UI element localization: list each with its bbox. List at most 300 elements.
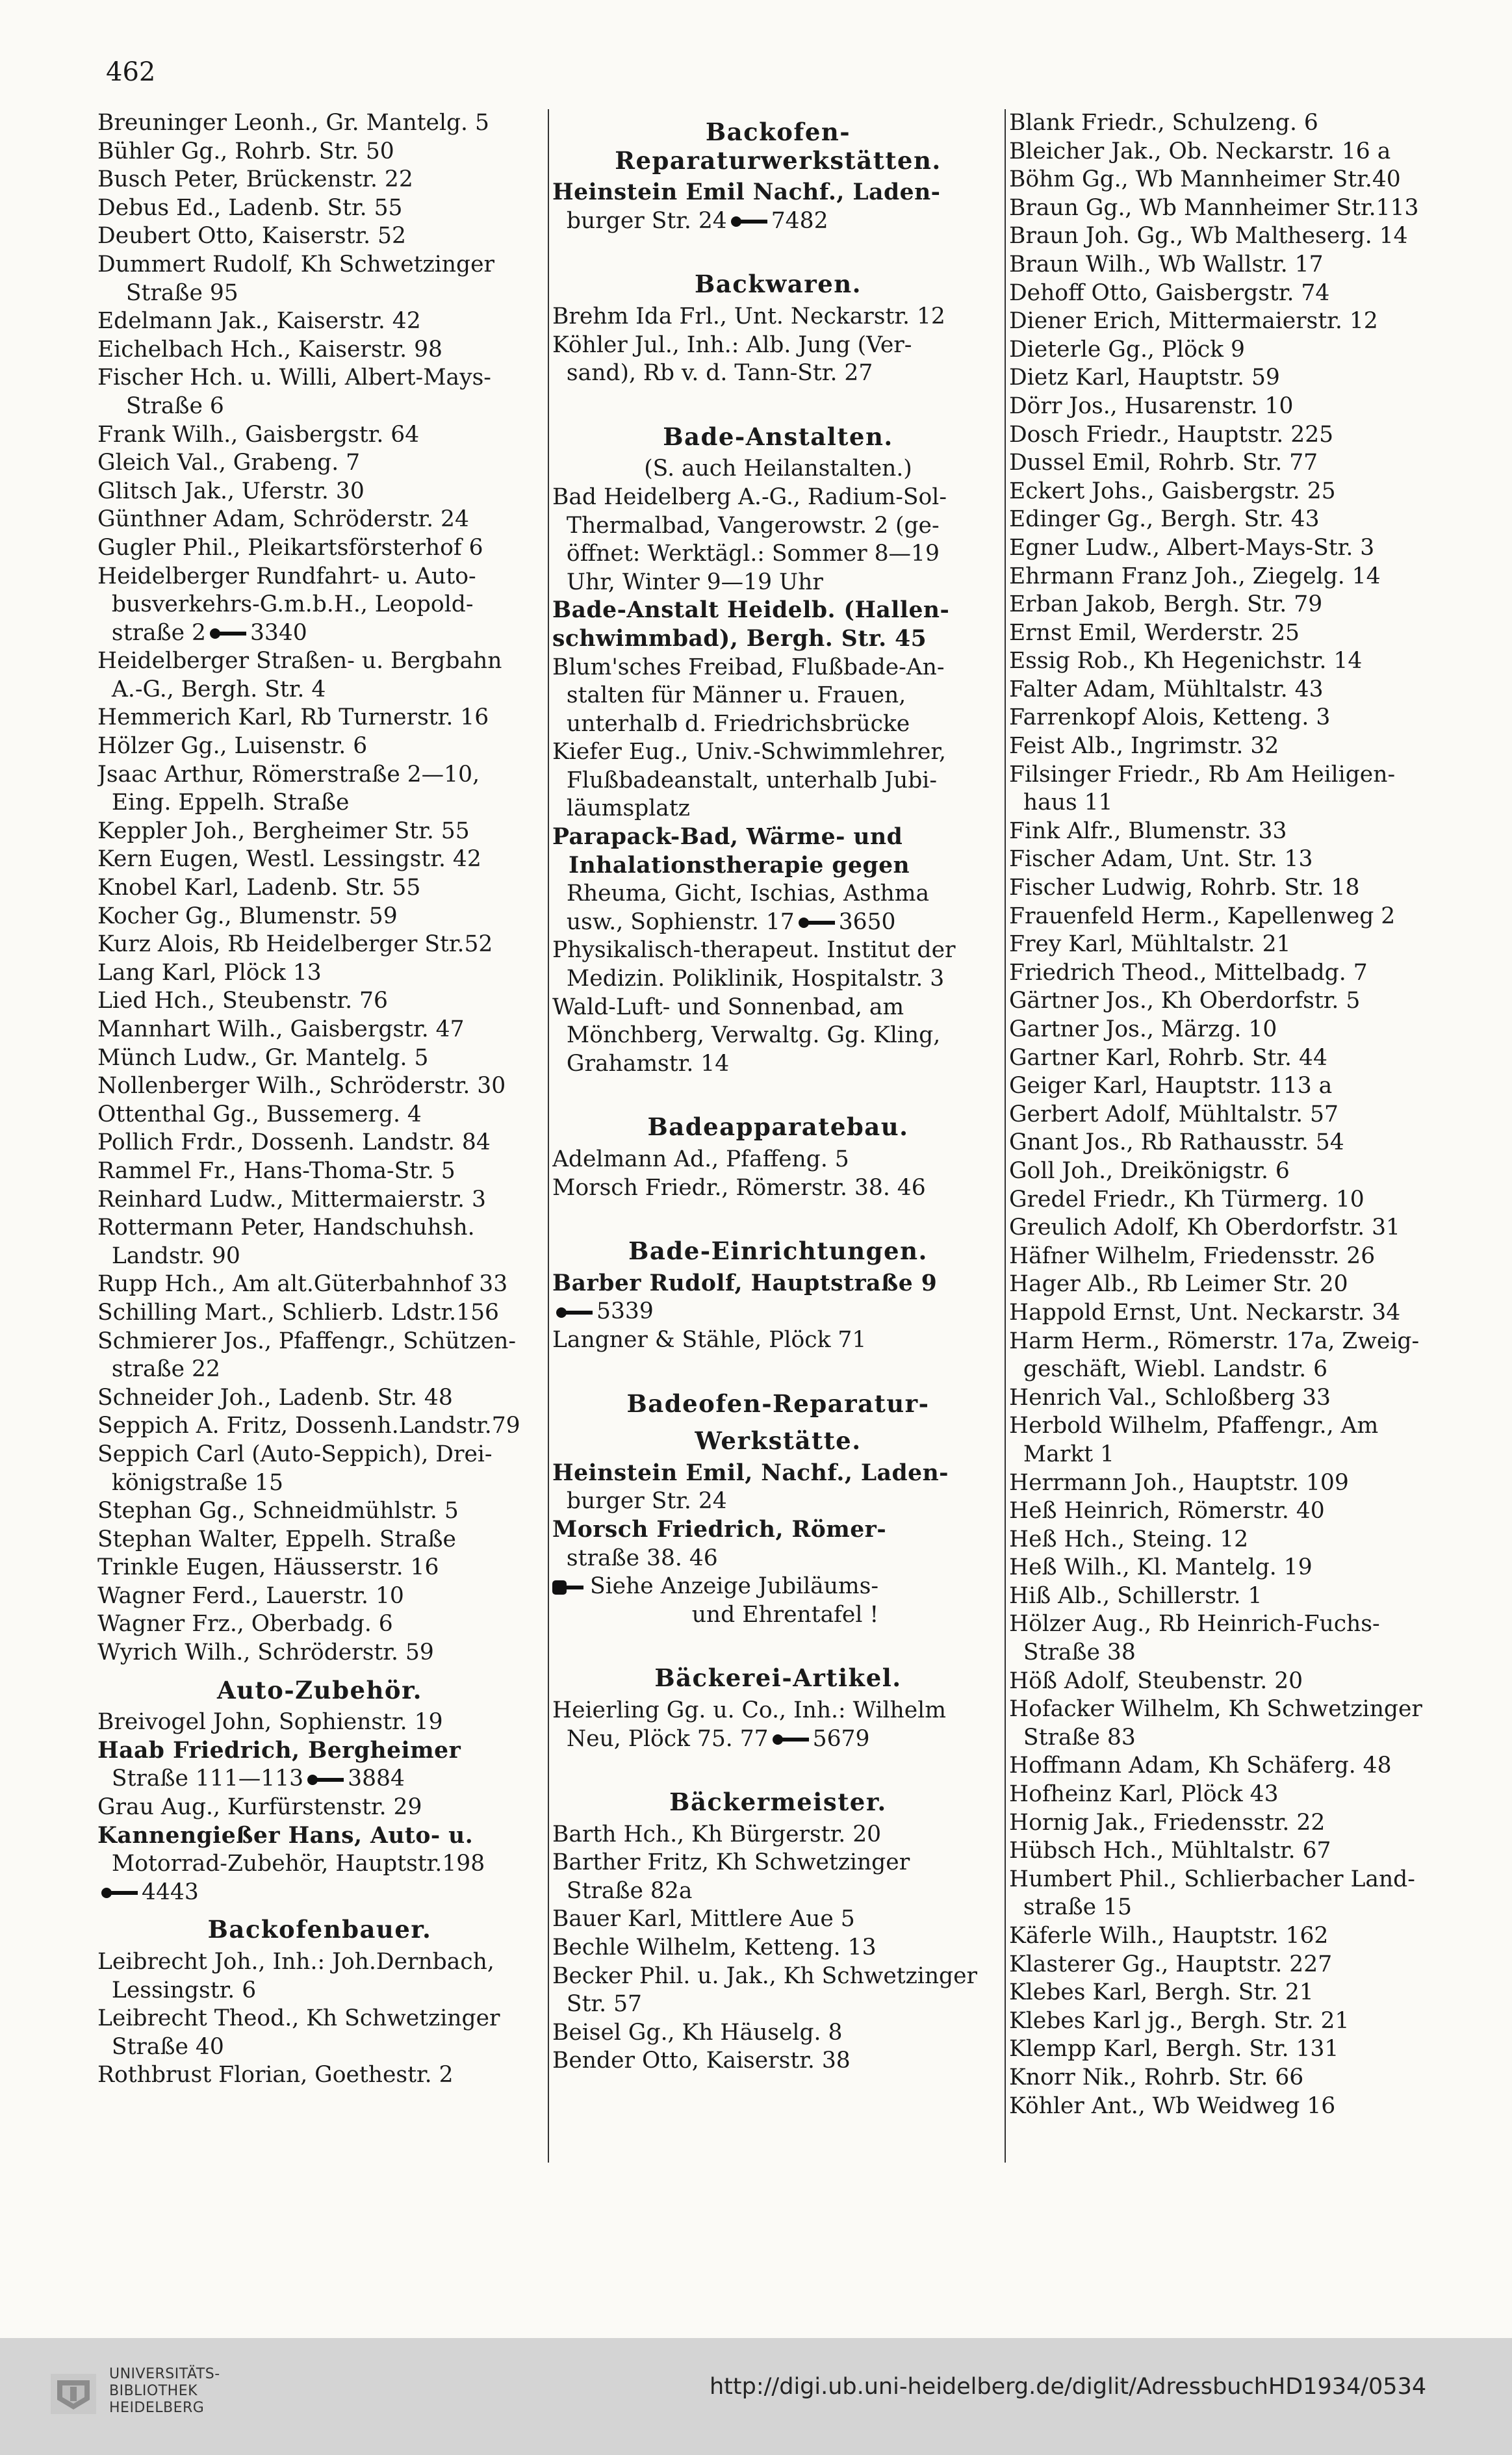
listing-entry <box>97 1948 542 1977</box>
section-heading <box>97 1916 542 1944</box>
listing-entry <box>552 207 1004 236</box>
listing-entry-bold <box>552 1516 1004 1545</box>
entry-text: Gartner Jos., Märzg. 10 <box>1009 1016 1277 1042</box>
listing-entry <box>97 1072 542 1101</box>
entry-text: schwimmbad), Bergh. Str. 45 <box>552 625 927 652</box>
entry-text: Herbold Wilhelm, Pfaffengr., Am <box>1009 1413 1379 1439</box>
listing-entry <box>1009 307 1451 336</box>
entry-text: Str. 57 <box>552 1991 642 2018</box>
entry-text: Hölzer Aug., Rb Heinrich-Fuchs- <box>1009 1611 1380 1638</box>
entry-text: Fischer Hch. u. Willi, Albert-Mays- <box>97 365 491 391</box>
entry-text: Flußbadeanstalt, unterhalb Jubi- <box>552 767 937 793</box>
listing-entry <box>97 1356 542 1384</box>
entry-text: Klebes Karl, Bergh. Str. 21 <box>1009 1979 1314 2006</box>
entry-text: Gartner Karl, Rohrb. Str. 44 <box>1009 1044 1327 1071</box>
library-name-line: HEIDELBERG <box>109 2400 205 2416</box>
entry-text: Edelmann Jak., Kaiserstr. 42 <box>97 308 421 335</box>
entry-text: Humbert Phil., Schlierbacher Land- <box>1009 1866 1415 1892</box>
entry-text: Morsch Friedr., Römerstr. 38. 46 <box>552 1174 926 1201</box>
entry-text: Hübsch Hch., Mühltalstr. 67 <box>1009 1838 1331 1864</box>
listing-entry <box>1009 1582 1451 1611</box>
entry-text: Goll Joh., Dreikönigstr. 6 <box>1009 1157 1290 1184</box>
listing-entry <box>552 1821 1004 1849</box>
section-heading <box>552 1664 1004 1693</box>
listing-entry <box>1009 1837 1451 1866</box>
source-url-link[interactable]: http://digi.ub.uni-heidelberg.de/diglit/AdressbuchHD1934/0534 <box>710 2374 1427 2400</box>
listing-entry <box>1009 1186 1451 1215</box>
listing-entry <box>97 817 542 846</box>
phone-number: 7482 <box>771 207 828 234</box>
listing-entry <box>1009 421 1451 450</box>
entry-text: Siehe Anzeige Jubiläums- <box>590 1573 878 1600</box>
entry-text: Bäckerei-Artikel. <box>654 1664 902 1693</box>
entry-text: Gerbert Adolf, Mühltalstr. 57 <box>1009 1101 1339 1127</box>
entry-text: königstraße 15 <box>97 1469 283 1496</box>
entry-text: sand), Rb v. d. Tann-Str. 27 <box>552 360 873 387</box>
listing-entry <box>1009 1667 1451 1696</box>
listing-entry <box>552 1022 1004 1050</box>
listing-entry <box>1009 987 1451 1016</box>
entry-text: Backwaren. <box>694 270 862 299</box>
listing-entry <box>97 336 542 365</box>
listing-entry <box>97 1129 542 1157</box>
entry-text: Grau Aug., Kurfürstenstr. 29 <box>97 1794 422 1821</box>
entry-text: Neu, Plöck 75. 77 <box>552 1725 769 1752</box>
listing-entry <box>97 1708 542 1737</box>
listing-entry <box>1009 1554 1451 1582</box>
telephone-icon <box>556 1306 593 1319</box>
listing-entry <box>97 138 542 166</box>
entry-text: Thermalbad, Vangerowstr. 2 (ge- <box>552 512 940 539</box>
entry-text: Ernst Emil, Werderstr. 25 <box>1009 619 1300 646</box>
entry-text: Badeofen-Reparatur- <box>626 1389 930 1418</box>
listing-entry-bold <box>552 625 1004 654</box>
listing-entry <box>1009 1497 1451 1526</box>
listing-entry <box>1009 392 1451 421</box>
listing-entry <box>97 1044 542 1073</box>
listing-entry <box>1009 789 1451 817</box>
listing-entry <box>1009 959 1451 988</box>
entry-text: und Ehrentafel ! <box>677 1601 879 1628</box>
entry-text: Hemmerich Karl, Rb Turnerstr. 16 <box>97 704 489 731</box>
entry-text: Mannhart Wilh., Gaisbergstr. 47 <box>97 1016 465 1042</box>
listing-entry-bold <box>552 179 1004 207</box>
entry-text: Happold Ernst, Unt. Neckarstr. 34 <box>1009 1299 1401 1326</box>
entry-text: burger Str. 24 <box>552 207 727 234</box>
entry-text: Badeapparatebau. <box>647 1112 909 1142</box>
entry-text: Frauenfeld Herm., Kapellenweg 2 <box>1009 903 1396 929</box>
listing-entry <box>1009 449 1451 478</box>
phone-number: 5339 <box>596 1298 654 1325</box>
entry-text: Deubert Otto, Kaiserstr. 52 <box>97 223 406 250</box>
entry-text: Kurz Alois, Rb Heidelberger Str.52 <box>97 931 493 958</box>
listing-entry <box>552 1573 1004 1601</box>
entry-text: Grahamstr. 14 <box>552 1050 730 1077</box>
listing-entry <box>1009 1072 1451 1101</box>
entry-text: Seppich Carl (Auto-Seppich), Drei- <box>97 1441 493 1467</box>
entry-text: Wyrich Wilh., Schröderstr. 59 <box>97 1639 434 1666</box>
listing-entry <box>552 2047 1004 2076</box>
listing-entry <box>552 1877 1004 1906</box>
listing-entry <box>1009 251 1451 279</box>
entry-text: Gugler Phil., Pleikartsförsterhof 6 <box>97 534 483 561</box>
listing-entry <box>1009 1412 1451 1441</box>
entry-text: Heß Heinrich, Römerstr. 40 <box>1009 1498 1325 1524</box>
listing-entry <box>97 1879 542 1907</box>
entry-text: Heierling Gg. u. Co., Inh.: Wilhelm <box>552 1697 946 1723</box>
entry-text: Lied Hch., Steubenstr. 76 <box>97 988 388 1014</box>
entry-text: Dosch Friedr., Hauptstr. 225 <box>1009 421 1334 448</box>
entry-text: Schneider Joh., Ladenb. Str. 48 <box>97 1384 453 1411</box>
section-heading <box>552 1390 1004 1419</box>
section-gap <box>552 1753 1004 1779</box>
telephone-icon <box>731 215 767 228</box>
university-library-logo-icon <box>51 2374 96 2414</box>
entry-text: Erban Jakob, Bergh. Str. 79 <box>1009 591 1323 618</box>
section-heading <box>552 1427 1004 1456</box>
listing-entry <box>552 1174 1004 1203</box>
entry-text: Heß Hch., Steing. 12 <box>1009 1526 1249 1552</box>
listing-entry <box>1009 109 1451 138</box>
listing-entry <box>97 1469 542 1498</box>
section-gap <box>552 1202 1004 1228</box>
entry-text: Gredel Friedr., Kh Türmerg. 10 <box>1009 1186 1365 1213</box>
listing-entry <box>1009 931 1451 959</box>
entry-text: Dörr Jos., Husarenstr. 10 <box>1009 392 1294 419</box>
entry-text: Bad Heidelberg A.-G., Radium-Sol- <box>552 483 947 510</box>
listing-entry <box>1009 194 1451 223</box>
entry-text: Lessingstr. 6 <box>97 1977 257 2003</box>
listing-entry <box>97 647 542 676</box>
listing-entry <box>1009 478 1451 506</box>
listing-entry <box>552 1697 1004 1725</box>
entry-text: Schilling Mart., Schlierb. Ldstr.156 <box>97 1299 499 1326</box>
listing-entry <box>552 1601 1004 1630</box>
listing-entry <box>1009 1724 1451 1753</box>
entry-text: Heinstein Emil Nachf., Laden- <box>552 179 941 206</box>
listing-entry <box>97 364 542 392</box>
entry-text: öffnet: Werktägl.: Sommer 8—19 <box>552 541 940 567</box>
listing-entry <box>552 1545 1004 1573</box>
entry-text: Frey Karl, Mühltalstr. 21 <box>1009 931 1291 958</box>
entry-text: Straße 83 <box>1009 1724 1136 1751</box>
section-gap <box>552 388 1004 414</box>
phone-number: 3884 <box>348 1766 405 1792</box>
entry-text: Straße 6 <box>97 392 224 419</box>
listing-entry <box>1009 647 1451 676</box>
entry-text: Falter Adam, Mühltalstr. 43 <box>1009 676 1324 702</box>
listing-entry <box>552 1298 1004 1326</box>
entry-text: Braun Wilh., Wb Wallstr. 17 <box>1009 251 1324 277</box>
entry-text: Landstr. 90 <box>97 1242 240 1269</box>
listing-entry <box>1009 2007 1451 2036</box>
entry-text: Debus Ed., Ladenb. Str. 55 <box>97 194 403 221</box>
listing-entry <box>1009 1441 1451 1469</box>
listing-entry <box>97 903 542 931</box>
entry-text: Günthner Adam, Schröderstr. 24 <box>97 506 469 533</box>
entry-text: geschäft, Wiebl. Landstr. 6 <box>1009 1356 1328 1383</box>
listing-entry <box>1009 1639 1451 1667</box>
entry-text: Dummert Rudolf, Kh Schwetzinger <box>97 251 494 277</box>
listing-entry <box>552 331 1004 360</box>
listing-entry <box>552 654 1004 682</box>
phone-number: 3650 <box>838 908 896 935</box>
listing-entry <box>1009 1951 1451 1979</box>
listing-entry <box>1009 1809 1451 1838</box>
directory-column-1 <box>97 109 542 2090</box>
entry-text: Hofacker Wilhelm, Kh Schwetzinger <box>1009 1696 1422 1723</box>
entry-text: Busch Peter, Brückenstr. 22 <box>97 166 413 193</box>
section-heading <box>552 270 1004 299</box>
entry-text: Breuninger Leonh., Gr. Mantelg. 5 <box>97 110 489 136</box>
entry-text: Kiefer Eug., Univ.-Schwimmlehrer, <box>552 739 947 765</box>
entry-text: Hager Alb., Rb Leimer Str. 20 <box>1009 1271 1348 1298</box>
listing-entry <box>97 931 542 959</box>
listing-entry <box>552 1326 1004 1355</box>
listing-entry <box>97 987 542 1016</box>
entry-text: Feist Alb., Ingrimstr. 32 <box>1009 733 1279 760</box>
listing-entry-bold <box>552 823 1004 852</box>
listing-entry <box>1009 1894 1451 1922</box>
listing-entry <box>97 194 542 223</box>
entry-text: Barther Fritz, Kh Schwetzinger <box>552 1849 910 1876</box>
listing-entry <box>552 1962 1004 1991</box>
listing-entry <box>552 682 1004 710</box>
entry-text: Ehrmann Franz Joh., Ziegelg. 14 <box>1009 563 1381 589</box>
entry-text: Backofen-Reparaturwerkstätten. <box>615 118 942 175</box>
telephone-icon <box>101 1886 138 1899</box>
listing-entry-bold <box>97 1822 542 1851</box>
entry-text: Farrenkopf Alois, Ketteng. 3 <box>1009 704 1331 731</box>
listing-entry-bold <box>97 1737 542 1766</box>
entry-text: Auto-Zubehör. <box>216 1675 423 1704</box>
listing-entry <box>552 1487 1004 1516</box>
entry-text: Pollich Frdr., Dossenh. Landstr. 84 <box>97 1129 491 1156</box>
entry-text: straße 2 <box>97 619 206 646</box>
entry-text: Köhler Ant., Wb Weidweg 16 <box>1009 2092 1336 2119</box>
entry-text: Dietz Karl, Hauptstr. 59 <box>1009 365 1280 391</box>
listing-entry <box>552 1050 1004 1079</box>
listing-entry <box>97 1610 542 1639</box>
telephone-icon <box>307 1773 344 1786</box>
section-heading <box>552 1113 1004 1142</box>
listing-entry <box>97 874 542 903</box>
entry-text: Braun Gg., Wb Mannheimer Str.113 <box>1009 194 1419 221</box>
listing-entry <box>552 512 1004 541</box>
entry-text: Rottermann Peter, Handschuhsh. <box>97 1215 475 1241</box>
listing-entry <box>97 1793 542 1822</box>
listing-entry <box>97 1384 542 1413</box>
entry-text: Bade-Anstalt Heidelb. (Hallen- <box>552 597 950 624</box>
listing-entry <box>1009 619 1451 648</box>
entry-text: Heß Wilh., Kl. Mantelg. 19 <box>1009 1554 1313 1581</box>
entry-text: Wald-Luft- und Sonnenbad, am <box>552 994 904 1020</box>
section-heading <box>552 118 1004 175</box>
entry-text: Häfner Wilhelm, Friedensstr. 26 <box>1009 1242 1376 1269</box>
listing-entry <box>97 2061 542 2090</box>
listing-entry <box>97 845 542 874</box>
telephone-icon <box>210 627 246 640</box>
listing-entry <box>552 1849 1004 1877</box>
entry-text: Eckert Johs., Gaisbergstr. 25 <box>1009 478 1336 504</box>
entry-text: Bauer Karl, Mittlere Aue 5 <box>552 1906 855 1933</box>
section-heading <box>97 1677 542 1705</box>
entry-text: Jsaac Arthur, Römerstraße 2—10, <box>97 761 480 788</box>
listing-entry <box>97 1526 542 1554</box>
section-heading <box>552 1788 1004 1817</box>
listing-entry <box>1009 2035 1451 2064</box>
entry-text: Straße 95 <box>97 279 238 306</box>
entry-text: Fischer Adam, Unt. Str. 13 <box>1009 846 1313 873</box>
listing-entry <box>97 1186 542 1215</box>
entry-text: haus 11 <box>1009 790 1113 816</box>
listing-entry <box>1009 591 1451 619</box>
entry-text: Gärtner Jos., Kh Oberdorfstr. 5 <box>1009 988 1361 1014</box>
entry-text: Morsch Friedrich, Römer- <box>552 1516 887 1543</box>
listing-entry <box>97 1850 542 1879</box>
entry-text: Rupp Hch., Am alt.Güterbahnhof 33 <box>97 1271 508 1298</box>
entry-text: Parapack-Bad, Wärme- und <box>552 824 903 851</box>
entry-text: A.-G., Bergh. Str. 4 <box>97 676 326 702</box>
entry-text: Brehm Ida Frl., Unt. Neckarstr. 12 <box>552 303 945 329</box>
directory-column-2 <box>552 109 1004 2076</box>
entry-text: Glitsch Jak., Uferstr. 30 <box>97 478 365 504</box>
entry-text: Heinstein Emil, Nachf., Laden- <box>552 1459 949 1486</box>
listing-entry <box>1009 1384 1451 1413</box>
entry-text: Bade-Anstalten. <box>663 422 893 451</box>
page-number: 462 <box>106 57 156 87</box>
listing-entry <box>1009 364 1451 392</box>
section-heading <box>552 423 1004 452</box>
entry-text: Rammel Fr., Hans-Thoma-Str. 5 <box>97 1157 455 1184</box>
entry-text: Greulich Adolf, Kh Oberdorfstr. 31 <box>1009 1215 1400 1241</box>
entry-text: Hofheinz Karl, Plöck 43 <box>1009 1781 1279 1808</box>
entry-text: busverkehrs-G.m.b.H., Leopold- <box>97 591 474 618</box>
entry-text: Inhalationstherapie gegen <box>552 852 910 879</box>
entry-text: Knorr Nik., Rohrb. Str. 66 <box>1009 2064 1304 2090</box>
listing-entry <box>97 2033 542 2062</box>
listing-entry <box>97 392 542 421</box>
entry-text: Kern Eugen, Westl. Lessingstr. 42 <box>97 846 481 873</box>
listing-entry <box>552 738 1004 767</box>
entry-text: Geiger Karl, Hauptstr. 113 a <box>1009 1073 1333 1099</box>
entry-text: Keppler Joh., Bergheimer Str. 55 <box>97 817 470 844</box>
listing-entry <box>552 994 1004 1022</box>
entry-text: Rothbrust Florian, Goethestr. 2 <box>97 2062 454 2089</box>
listing-entry <box>97 251 542 279</box>
entry-text: Hiß Alb., Schillerstr. 1 <box>1009 1582 1262 1609</box>
entry-text: Haab Friedrich, Bergheimer <box>97 1737 461 1764</box>
listing-entry <box>97 704 542 732</box>
phone-number: 5679 <box>812 1725 870 1752</box>
entry-text: Hornig Jak., Friedensstr. 22 <box>1009 1809 1326 1836</box>
listing-entry <box>97 1270 542 1299</box>
entry-text: Wagner Frz., Oberbadg. 6 <box>97 1611 393 1638</box>
listing-entry <box>97 1412 542 1441</box>
entry-text: straße 38. 46 <box>552 1545 718 1571</box>
listing-entry <box>1009 704 1451 732</box>
entry-text: Langner & Stähle, Plöck 71 <box>552 1326 867 1353</box>
listing-entry <box>552 795 1004 823</box>
directory-column-3 <box>1009 109 1451 2120</box>
listing-entry <box>1009 1157 1451 1186</box>
listing-entry <box>1009 1922 1451 1951</box>
listing-entry <box>97 761 542 790</box>
entry-text: Dehoff Otto, Gaisbergstr. 74 <box>1009 279 1330 306</box>
listing-entry <box>97 222 542 251</box>
entry-text: Klasterer Gg., Hauptstr. 227 <box>1009 1951 1333 1977</box>
listing-entry <box>1009 534 1451 563</box>
listing-entry <box>552 908 1004 937</box>
listing-entry-bold <box>552 1459 1004 1488</box>
listing-entry <box>552 569 1004 597</box>
listing-entry <box>552 936 1004 965</box>
entry-text: Eichelbach Hch., Kaiserstr. 98 <box>97 336 442 363</box>
listing-entry <box>552 1905 1004 1934</box>
listing-entry <box>97 1554 542 1582</box>
entry-text: Breivogel John, Sophienstr. 19 <box>97 1709 443 1736</box>
listing-entry-bold <box>552 852 1004 880</box>
entry-text: Bechle Wilhelm, Ketteng. 13 <box>552 1934 877 1961</box>
listing-entry <box>97 109 542 138</box>
listing-entry <box>97 307 542 336</box>
entry-text: Physikalisch-therapeut. Institut der <box>552 937 956 964</box>
entry-text: Seppich A. Fritz, Dossenh.Landstr.79 <box>97 1413 520 1439</box>
listing-entry <box>1009 563 1451 591</box>
listing-entry <box>1009 1979 1451 2007</box>
listing-entry <box>1009 336 1451 365</box>
entry-text: Böhm Gg., Wb Mannheimer Str.40 <box>1009 166 1401 193</box>
library-name-line: BIBLIOTHEK <box>109 2383 198 2399</box>
section-gap <box>552 1629 1004 1655</box>
entry-text: Backofenbauer. <box>207 1915 432 1944</box>
listing-entry <box>1009 817 1451 846</box>
entry-text: straße 22 <box>97 1356 220 1383</box>
listing-entry <box>97 789 542 817</box>
listing-entry <box>1009 506 1451 534</box>
listing-entry <box>1009 1866 1451 1894</box>
entry-text: Straße 111—113 <box>97 1766 304 1792</box>
entry-text: Friedrich Theod., Mittelbadg. 7 <box>1009 959 1368 986</box>
listing-entry-bold <box>552 597 1004 625</box>
entry-text: Harm Herm., Römerstr. 17a, Zweig- <box>1009 1328 1420 1354</box>
entry-text: Gnant Jos., Rb Rathausstr. 54 <box>1009 1129 1344 1156</box>
entry-text: Knobel Karl, Ladenb. Str. 55 <box>97 875 421 901</box>
column-rule-1 <box>548 109 549 2163</box>
listing-entry <box>1009 1356 1451 1384</box>
entry-text: (S. auch Heilanstalten.) <box>644 456 912 482</box>
listing-entry <box>552 1146 1004 1174</box>
entry-text: Heidelberger Rundfahrt- u. Auto- <box>97 563 476 589</box>
listing-entry <box>552 1934 1004 1962</box>
listing-entry <box>552 303 1004 331</box>
listing-entry <box>1009 1780 1451 1809</box>
entry-text: unterhalb d. Friedrichsbrücke <box>552 710 910 737</box>
telephone-icon <box>799 916 835 929</box>
listing-entry <box>1009 2064 1451 2092</box>
entry-text: Egner Ludw., Albert-Mays-Str. 3 <box>1009 534 1375 561</box>
entry-text: Bender Otto, Kaiserstr. 38 <box>552 2048 851 2074</box>
listing-entry <box>1009 1299 1451 1328</box>
listing-entry-bold <box>552 1270 1004 1298</box>
listing-entry <box>552 2019 1004 2048</box>
entry-text: Klebes Karl jg., Bergh. Str. 21 <box>1009 2007 1350 2034</box>
entry-text: läumsplatz <box>552 795 690 822</box>
entry-text: Motorrad-Zubehör, Hauptstr.198 <box>97 1851 485 1877</box>
entry-text: Henrich Val., Schloßberg 33 <box>1009 1384 1331 1411</box>
listing-entry <box>1009 732 1451 761</box>
entry-text: Leibrecht Joh., Inh.: Joh.Dernbach, <box>97 1949 494 1975</box>
